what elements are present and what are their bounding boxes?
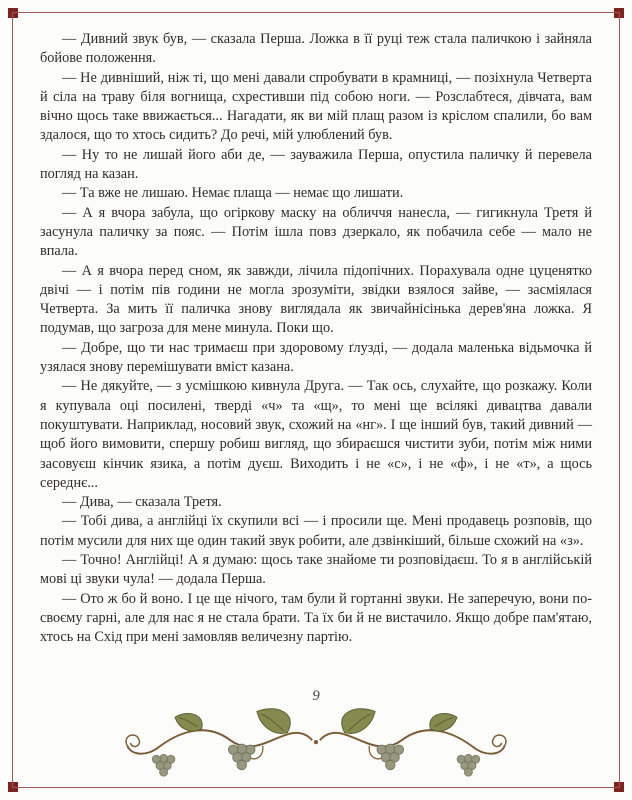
- paragraph: — Не дякуйте, — з усмішкою кивнула Друга. — Так ось, слухайте, що розкажу. Коли я купувала оці посилені, тверді «ч» та «щ», то мені ще всілякі дивацтва давали покуштувати. Наприклад, носовий звук, схожий на «нг». І ще інший був, такий дивний — щоб його вимовити, спершу робиш вигляд, що збираєшся чистити зуби, потім між ними засовуєш кінчик язика, а потім дуєш. Виходить і не «с», і не «ф», і не «т», а щось середнє...: [40, 378, 592, 491]
- paragraph: — Точно! Англійці! А я думаю: щось таке знайоме ти розповідаєш. То я в англійській мові ці звуки чула! — додала Перша.: [40, 552, 592, 588]
- paragraph: — Та вже не лишаю. Немає плаща — немає що лишати.: [62, 185, 404, 202]
- paragraph: — Дивний звук був, — сказала Перша. Ложка в її руці теж стала паличкою і зайняла бойове положення.: [40, 31, 592, 67]
- paragraph: — Дива, — сказала Третя.: [62, 494, 222, 511]
- vine-center-dot: [314, 740, 318, 744]
- corner-ornament-top-right: [614, 8, 624, 18]
- paragraph: — А я вчора перед сном, як завжди, лічила підопічних. Порахувала одне цуценятко двічі — і потім пів години не могла зрозуміти, звідки взялося зайве, — засміялася Четверта. За мить її паличка знову виглядала як звичайнісінька дерев'яна ложка. Я подумав, що загроза для мене минула. Поки що.: [40, 262, 592, 337]
- text-block: [40, 30, 592, 648]
- corner-ornament-bottom-left: [8, 782, 18, 792]
- paragraph: — Тобі дива, а англійці їх скупили всі — і просили ще. Мені продавець розповів, що потім мусили для них ще один такий звук робити, але дзвінкіший, більше схожий на «з».: [40, 513, 592, 549]
- corner-ornament-top-left: [8, 8, 18, 18]
- grape-vine-ornament-icon: [116, 704, 516, 784]
- grape-vine-ornament-svg: [116, 704, 516, 784]
- page-number: 9: [312, 688, 320, 704]
- corner-ornament-bottom-right: [614, 782, 624, 792]
- paragraph: — Добре, що ти нас тримаєш при здоровому ґлузді, — додала маленька відьмочка й узялася знову перемішувати вміст казана.: [40, 339, 592, 376]
- paragraph: — Не дивніший, ніж ті, що мені давали спробувати в крамниці, — позіхнула Четверта й сіла на траву біля вогнища, схрестивши під собою ноги. — Розслабтеся, дівчата, вам вічно щось таке ввижається... Нагадати, як ви мій плащ разом із кріслом спалили, бо вам здалося, що то хтось сидить? До речі, мій улюблений був.: [40, 69, 592, 144]
- paragraph: — Ото ж бо й воно. І це ще нічого, там були й гортанні звуки. Не заперечую, вони по-своєму гарні, але для нас я не стала брати. Та їх би й не вистачило. Якщо добре пам'ятаю, хтось на Схід при мені замовляв величезну партію.: [40, 590, 592, 646]
- paragraph: — Ну то не лишай його аби де, — зауважила Перша, опустила паличку й перевела погляд на казан.: [40, 146, 592, 183]
- paragraph: — А я вчора забула, що огіркову маску на обличчя нанесла, — гигикнула Третя й засунула паличку за пояс. — Потім ішла повз дзеркало, як побачила себе — мало не впала.: [40, 204, 592, 260]
